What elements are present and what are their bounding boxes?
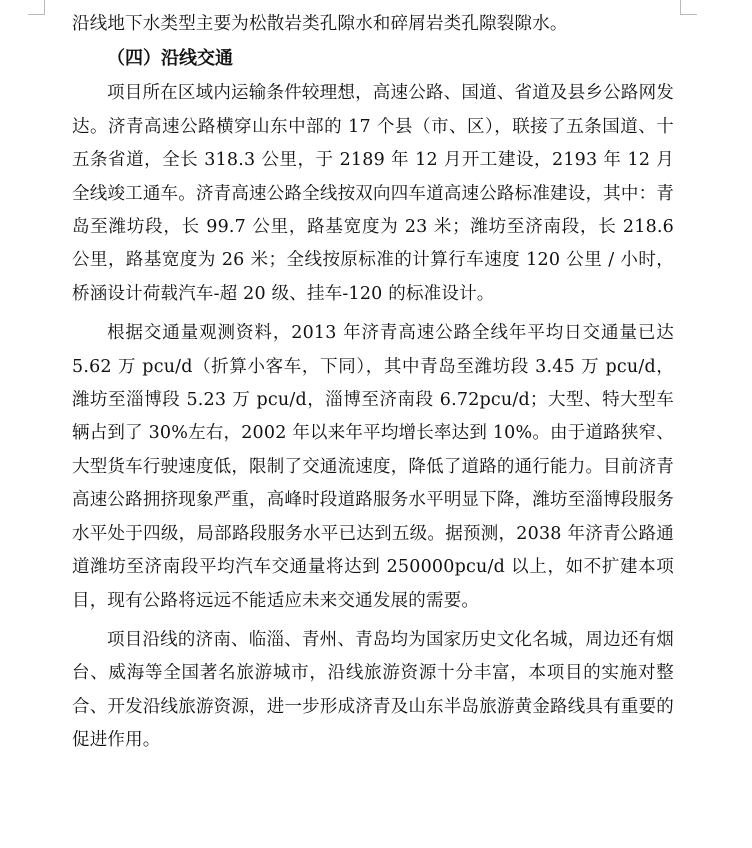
traffic-volume-paragraph: 根据交通量观测资料，2013 年济青高速公路全线年平均日交通量已达 5.62 万 pcu/d（折算小客车，下同），其中青岛至潍坊段 3.45 万 pcu/d，潍坊至淄博段 5.23 万 pcu/d，淄博至济南段 6.72pcu/d；大型、特大型车辆占到了 30%左右，2002 年以来年平均增长率达到 10%。由于道路狭窄、大型货车行驶速度低，限制了交通流速度，降低了道路的通行能力。目前济青高速公路拥挤现象严重，高峰时段道路服务水平明显下降，潍坊至淄博段服务水平处于四级，局部路段服务水平已达到五级。据预测，2038 年济青公路通道潍坊至济南段平均汽车交通量将达到 250000pcu/d 以上，如不扩建本项目，现有公路将远远不能适应未来交通发展的需要。	[72, 323, 674, 611]
crop-mark-top-right-horizontal	[680, 14, 697, 15]
transport-paragraph: 项目所在区域内运输条件较理想，高速公路、国道、省道及县乡公路网发达。济青高速公路横穿山东中部的 17 个县（市、区），联接了五条国道、十五条省道，全长 318.3 公里，于 2189 年 12 月开工建设，2193 年 12 月全线竣工通车。济青高速公路全线按双向四车道高速公路标准建设，其中：青岛至潍坊段，长 99.7 公里，路基宽度为 23 米；潍坊至济南段，长 218.6 公里，路基宽度为 26 米；全线按原标准的计算行车速度 120 公里 / 小时，桥涵设计荷载汽车-超 20 级、挂车-120 的标准设计。	[72, 83, 674, 304]
section-heading: （四）沿线交通	[107, 48, 233, 70]
document-body	[72, 8, 674, 758]
tourism-paragraph: 项目沿线的济南、临淄、青州、青岛均为国家历史文化名城，周边还有烟台、威海等全国著名旅游城市，沿线旅游资源十分丰富，本项目的实施对整合、开发沿线旅游资源，进一步形成济青及山东半岛旅游黄金路线具有重要的促进作用。	[72, 629, 674, 751]
crop-mark-top-right-vertical	[680, 0, 681, 14]
intro-paragraph: 沿线地下水类型主要为松散岩类孔隙水和碎屑岩类孔隙裂隙水。	[72, 14, 568, 34]
crop-mark-top-left-vertical	[44, 0, 45, 14]
crop-mark-top-left-horizontal	[28, 14, 45, 15]
